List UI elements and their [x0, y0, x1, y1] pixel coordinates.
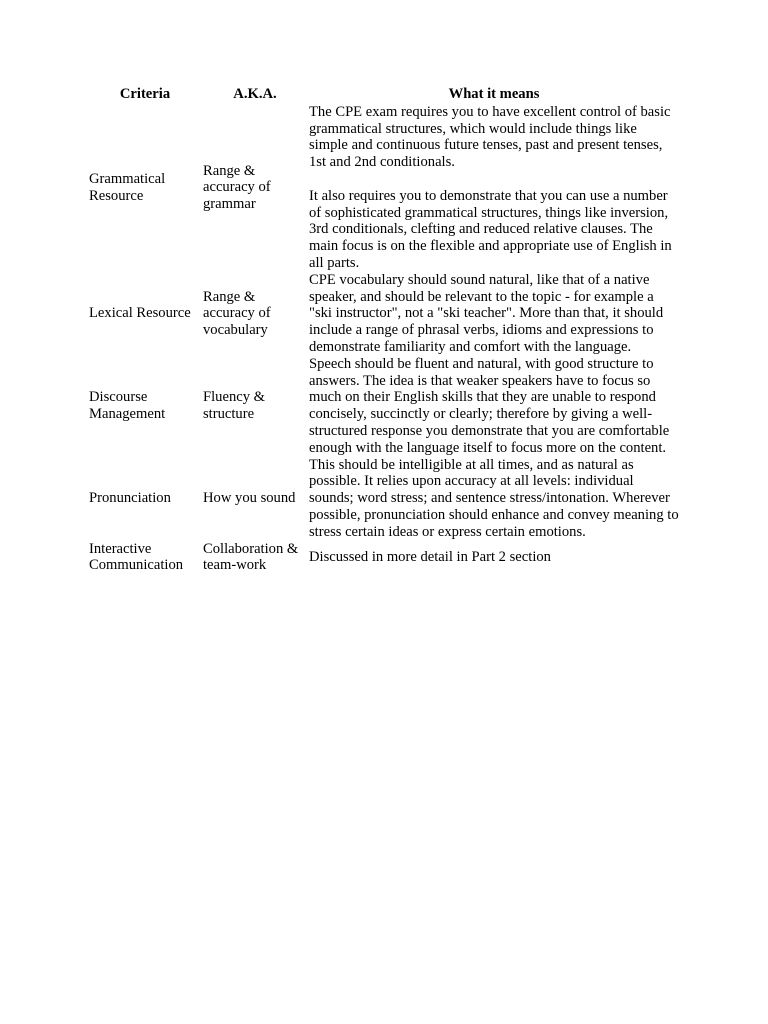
table-row	[88, 457, 680, 541]
criteria-cell: Lexical Resource	[89, 305, 191, 322]
header-aka: A.K.A.	[233, 86, 277, 102]
criteria-cell: Grammatical Resource	[89, 170, 166, 204]
aka-cell: Fluency & structure	[203, 389, 266, 423]
table-row	[88, 272, 680, 356]
meaning-cell	[308, 104, 680, 272]
meaning-paragraph: This should be intelligible at all times, and as natural as possible. It relies upon accuracy at all levels: individual sounds; word stress; and sentence stress/intonation. Wherever possible, pronunciation should enhance and convey meaning to stress certain ideas or express certain emotions.	[309, 456, 679, 540]
criteria-cell: Discourse Management	[89, 389, 166, 423]
meaning-paragraph: CPE vocabulary should sound natural, like that of a native speaker, and should be relevant to the topic - for example a "ski instructor", not a "ski teacher". More than that, it should include a range of phrasal verbs, idioms and expressions to demonstrate familiarity and comfort with the language.	[309, 271, 664, 355]
document-page	[88, 86, 688, 574]
aka-cell: Range & accuracy of vocabulary	[203, 288, 271, 339]
criteria-cell: Pronunciation	[89, 490, 171, 507]
aka-cell: Collaboration & team-work	[203, 540, 299, 574]
table-row	[88, 541, 680, 575]
meaning-paragraph: Speech should be fluent and natural, with good structure to answers. The idea is that weaker speakers have to focus so much on their English skills that they are unable to respond concisely, succinctly or clearly; therefore by giving a well-structured response you demonstrate that you are comfortable enough with the language itself to focus more on the content.	[309, 355, 670, 456]
meaning-cell	[308, 541, 680, 575]
meaning-cell	[308, 356, 680, 457]
table-row	[88, 356, 680, 457]
meaning-cell	[308, 272, 680, 356]
header-criteria: Criteria	[119, 86, 171, 102]
meaning-paragraph: The CPE exam requires you to have excellent control of basic grammatical structures, which would include things like simple and continuous future tenses, past and present tenses, 1st and 2nd conditionals.	[309, 103, 671, 171]
header-meaning: What it means	[448, 86, 540, 102]
aka-cell: Range & accuracy of grammar	[203, 162, 271, 213]
aka-cell: How you sound	[203, 490, 296, 507]
criteria-table	[88, 86, 680, 574]
meaning-cell	[308, 457, 680, 541]
meaning-paragraph: It also requires you to demonstrate that you can use a number of sophisticated grammatical structures, things like inversion, 3rd conditionals, clefting and reduced relative clauses. The main focus is on the flexible and appropriate use of English in all parts.	[309, 187, 672, 271]
meaning-paragraph: Discussed in more detail in Part 2 section	[309, 548, 551, 565]
header-row	[88, 86, 680, 104]
table-row	[88, 104, 680, 272]
criteria-cell: Interactive Communication	[89, 540, 184, 574]
